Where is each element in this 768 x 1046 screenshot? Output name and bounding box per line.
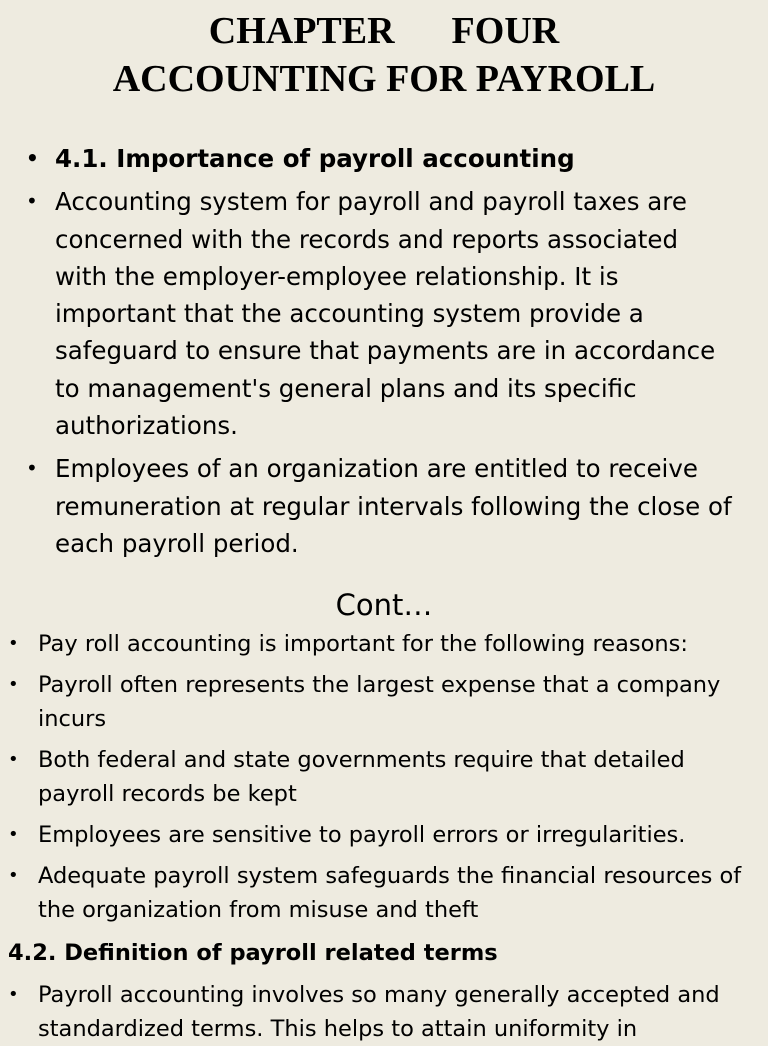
bullet-icon: • xyxy=(8,749,19,770)
bullet-icon: • xyxy=(8,824,19,845)
bullet-icon: • xyxy=(26,456,38,481)
list-item-text: Employees of an organization are entitled to receive remuneration at regular intervals following the close of each payroll period. xyxy=(55,454,732,558)
list-item xyxy=(0,627,748,661)
list-item-text: Payroll often represents the largest expense that a company incurs xyxy=(38,672,721,732)
slide2-bullet-list xyxy=(0,627,748,934)
list-item xyxy=(0,183,735,444)
slide-title: Cont… xyxy=(335,588,433,622)
list-item xyxy=(0,450,735,562)
list-item xyxy=(0,859,748,927)
section-heading: 4.2. Definition of payroll related terms xyxy=(8,940,498,966)
bullet-icon: • xyxy=(8,674,19,695)
list-item xyxy=(0,743,748,811)
slide2-bullet-list-2 xyxy=(0,978,753,1046)
section-heading: 4.1. Importance of payroll accounting xyxy=(55,144,575,173)
list-item xyxy=(0,818,748,852)
slide-cont xyxy=(0,575,768,1042)
bullet-icon: • xyxy=(26,146,39,170)
chapter-subtitle: ACCOUNTING FOR PAYROLL xyxy=(112,58,656,100)
list-item xyxy=(0,668,748,736)
list-item-text: Accounting system for payroll and payroll taxes are concerned with the records and reports associated with the employer-employee relationship. It is important that the accounting system provide a safeguard to ensure that payments are in accordance to management's general plans and its specific authorizations. xyxy=(55,187,716,441)
bullet-icon: • xyxy=(8,984,19,1005)
list-item-text: Payroll accounting involves so many generally accepted and standardized terms. This helps to attain uniformity in xyxy=(38,982,720,1042)
list-item-text: Both federal and state governments require that detailed payroll records be kept xyxy=(38,747,685,807)
bullet-icon: • xyxy=(8,633,19,654)
chapter-title: CHAPTER FOUR xyxy=(208,10,560,52)
list-item-text: Employees are sensitive to payroll errors or irregularities. xyxy=(38,822,686,848)
list-item-text: Adequate payroll system safeguards the financial resources of the organization from misuse and theft xyxy=(38,863,742,923)
list-item xyxy=(0,978,753,1046)
bullet-icon: • xyxy=(26,189,38,214)
list-item-text: Pay roll accounting is important for the following reasons: xyxy=(38,631,688,657)
list-item xyxy=(0,140,735,177)
bullet-icon: • xyxy=(8,865,19,886)
slide1-bullet-list xyxy=(0,140,735,568)
